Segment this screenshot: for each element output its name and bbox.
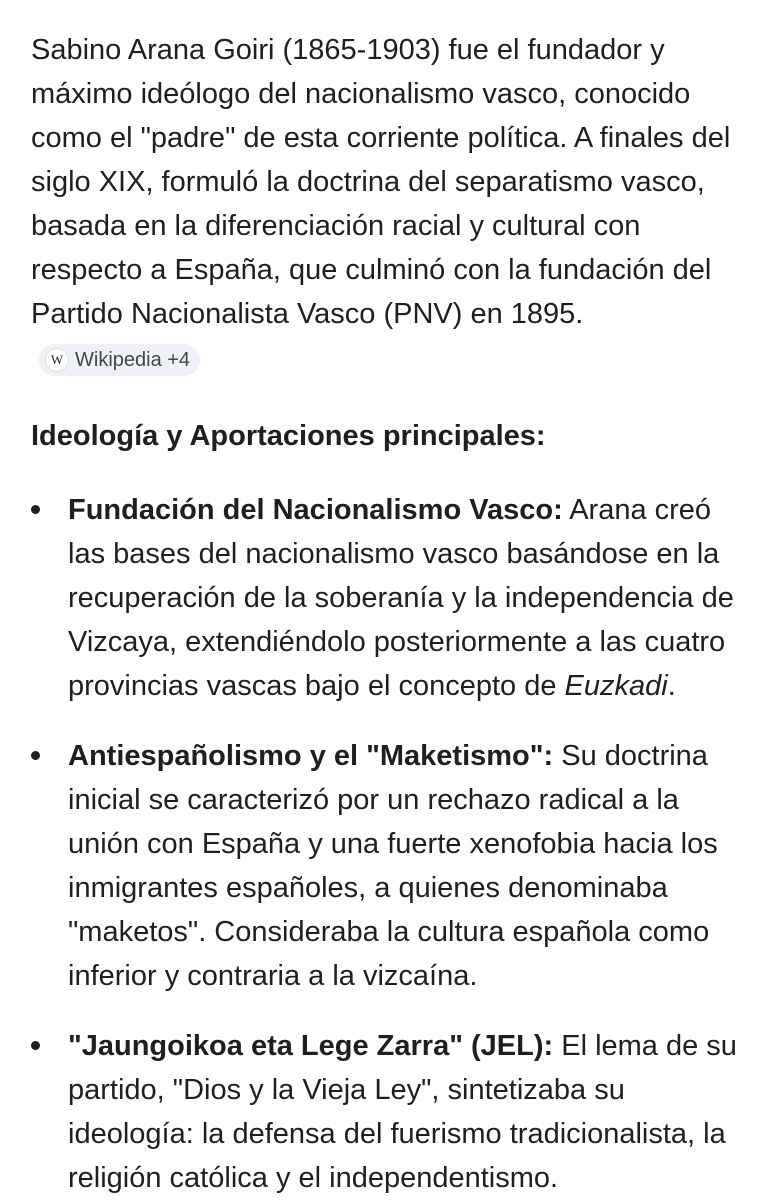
bullet-icon — [31, 751, 40, 760]
bullet-icon — [31, 505, 40, 514]
bullet-icon — [31, 1041, 40, 1050]
intro-text: Sabino Arana Goiri (1865-1903) fue el fundador y máximo ideólogo del nacionalismo vasco, conocido como el "padre" de esta corriente política. A finales del siglo XIX, formuló la doctrina del separatismo vasco, basada en la diferenciación racial y cultural con respecto a España, que culminó con la fundación del Partido Nacionalista Vasco (PNV) en 1895. — [31, 34, 731, 330]
list-item-title: Fundación del Nacionalismo Vasco: — [68, 494, 563, 526]
list-item-body: Arana creó las bases del nacionalismo vasco basándose en la recuperación de la soberanía y la independencia de Vizcaya, extendiéndolo posteriormente a las cuatro provincias vascas bajo el concepto de — [68, 494, 734, 702]
list-item — [31, 488, 748, 708]
list-item-tail: . — [667, 670, 676, 702]
intro-paragraph — [31, 28, 748, 380]
ideology-list — [31, 488, 748, 1200]
list-item-body: Su doctrina inicial se caracterizó por un rechazo radical a la unión con España y una fuerte xenofobia hacia los inmigrantes españoles, a quienes denominaba "maketos". Consideraba la cultura española como inferior y contraria a la vizcaína. — [68, 740, 718, 992]
source-chip[interactable] — [39, 344, 200, 376]
section-heading: Ideología y Aportaciones principales: — [31, 420, 546, 452]
list-item-title: "Jaungoikoa eta Lege Zarra" (JEL): — [68, 1030, 554, 1062]
list-item — [31, 1024, 748, 1200]
list-item-body: El lema de su partido, "Dios y la Vieja Ley", sintetizaba su ideología: la defensa del fuerismo tradicionalista, la religión católica y el independentismo. — [68, 1030, 737, 1194]
list-item — [31, 734, 748, 998]
wikipedia-w-icon: W — [45, 348, 69, 372]
list-item-title: Antiespañolismo y el "Maketismo": — [68, 740, 554, 772]
source-chip-label: Wikipedia +4 — [75, 349, 191, 371]
list-item-emphasis: Euzkadi — [564, 670, 668, 702]
